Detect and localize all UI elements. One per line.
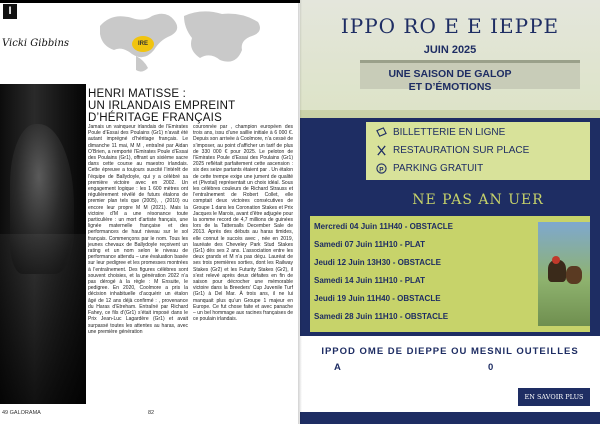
- section-title: NE PAS AN UER: [412, 192, 544, 208]
- hero-subtitle: [300, 68, 600, 94]
- race-item: Jeudi 19 Juin 11H40 - OBSTACLE: [314, 294, 441, 303]
- race-item: Samedi 28 Juin 11H10 - OBSTACLE: [314, 312, 449, 321]
- bottom-stripe: [300, 412, 600, 424]
- info-row-parking: [376, 163, 483, 174]
- svg-text:P: P: [379, 166, 384, 174]
- headline-line-3: D’HÉRITAGE FRANÇAIS: [88, 112, 222, 124]
- info-row-restaurant: [376, 145, 529, 156]
- race-item: Mercredi 04 Juin 11H40 - OBSTACLE: [314, 222, 454, 231]
- hero-title: IPPO RO E E IEPPE: [340, 14, 560, 38]
- ire-badge: IRE: [132, 36, 154, 52]
- article-headline: [88, 88, 288, 124]
- race-item: Samedi 07 Juin 11H10 - PLAT: [314, 240, 426, 249]
- info-label-ticketing: BILLETTERIE EN LIGNE: [393, 127, 506, 138]
- info-box: [366, 122, 590, 180]
- venue-fragment-0: 0: [488, 362, 494, 373]
- author-name: Vicki Gibbins: [2, 38, 70, 49]
- cutlery-icon: [376, 145, 387, 156]
- hero-panel: [300, 0, 600, 118]
- spine-gutter: [298, 0, 302, 424]
- right-page-advert: [300, 0, 600, 424]
- photo-shade: [0, 234, 86, 404]
- parking-icon: [376, 163, 387, 174]
- venue-fragment-a: A: [334, 362, 341, 373]
- headline-line-2: UN IRLANDAIS EMPREINT: [88, 100, 236, 112]
- race-schedule: [310, 216, 590, 332]
- magazine-logo: I: [3, 4, 17, 19]
- hero-subtitle-line-1: UNE SAISON DE GALOP: [388, 68, 512, 80]
- page-footer: 49 GALORAMA: [2, 410, 41, 416]
- world-map-icon: [92, 6, 268, 76]
- top-bar: [0, 0, 300, 3]
- venue-name: IPPOD OME DE DIEPPE OU MESNIL OUTEILLES: [321, 346, 579, 357]
- info-row-ticketing: [376, 127, 505, 138]
- hero-date: JUIN 2025: [423, 44, 477, 56]
- learn-more-button[interactable]: EN SAVOIR PLUS: [518, 388, 590, 406]
- headline-line-1: HENRI MATISSE :: [88, 88, 186, 100]
- ticket-icon: [376, 127, 387, 138]
- race-item: Samedi 14 Juin 11H10 - PLAT: [314, 276, 426, 285]
- race-item: Jeudi 12 Juin 13H30 - OBSTACLE: [314, 258, 441, 267]
- jockey-silk-shape: [552, 256, 560, 264]
- steeplechase-photo: [538, 222, 590, 326]
- hero-subtitle-line-2: ET D’ÉMOTIONS: [408, 81, 492, 93]
- horse-rider-shape-2: [566, 266, 582, 284]
- horse-photo: [0, 84, 86, 404]
- article-column-1: Jamais un vainqueur irlandais de l’Emirates Poule d’Essai des Poulains (Gr1) n’avait été autant imprégné d’héritage français. Le dimanche 11 mai, M M , entraîné par Aidan O’Brien, a remporté l’Emirates Poule d’Essai des Poulains (Gr1), offrant un sixième sacre dans cette course au maestro irlandais. Cette épreuve a toujours suscité l’intérêt de l’équipe de Ballydoyle, qui y a célébré sa première victoire avec en 2002. Un engagement logique : les 1 600 mètres ont régulièrement révélé de futurs étalons de premier plan tels que (2005), , (2010) ou encore leur propre M M (2021). Mais la victoire d’M a une résonance toute particulière : un mort d’artiste français, une lignée maternelle française et des performances de haut niveau sur le sol français. Commençons par le nom. Tous les jeunes chevaux de Ballydoyle reçoivent un rating et un nom selon le niveau de performance attendu – une évaluation basée sur leur pedigree et les promesses montrées à l’entraînement. Des figures célèbres sont souvent choisies, et la génération 2022 n’a pas dérogé à la règle : M Ensuite, le pedigree. En 2020, Coolmore a pris la décision inhabituelle d’acquérir un étalon âgé de 12 ans déjà confirmé : , provenance du Haras d’Etreham. Entraîné par Richard Fahey, ce fils d’(Gr1) s’était imposé dans le Prix Jean-Luc Lagardère (Gr1) et avait surpassé toutes les attentes au haras, avec une première génération: [88, 124, 188, 335]
- article-column-2: couronnée par , champion européen des trois ans, issu d’une saillie initiale à 6 000 €. Depuis son arrivée à Coolmore, n’a cessé de s’imposer, au point d’afficher un tarif de plus de 330 000 € pour 2025. Le peloton de l’Emirates Poule d’Essai des Poulains (Gr1) 2025 reflétait parfaitement cette ascension : six des seize partants étaient par . Un étalon de cette trempe exige une jument de qualité et (Pivotal) représentait un choix idéal. Sous les célèbres couleurs de Richard Strauss et l’entraînement de Robert Collet, elle comptait deux victoires consécutives de Groupe 1 dans les Coronation Stakes et Prix Jacques le Marois, avant d’être adjugée pour la somme record de 4,7 millions de guinées lors de la Tattersalls December Sale de 2013. Après des débuts au haras timides, elle connut le succès avec , née en 2019, lauréate des Cheveley Park Stud Stakes (Gr1) dès ses 2 ans. L’association entre les deux grands et M n’a pas déçu. Lauréat de ses trois premières sorties, dont les Railway Stakes (Gr2) et les Futurity Stakes (Gr2), il s’est relevé après deux défaites en fin de saison pour décrocher une mémorable victoire dans la Breeders’ Cup Juvenile Turf (Gr1) à Del Mar. À trois ans, il ne lui manquait plus qu’un Groupe 1 majeur en Europe. Ce fut chose faite et avec panache – un bel hommage aux racines françaises de ce poulain irlandais.: [193, 124, 293, 323]
- info-label-parking: PARKING GRATUIT: [393, 163, 484, 174]
- page-number: 82: [148, 410, 155, 416]
- info-label-restaurant: RESTAURATION SUR PLACE: [393, 145, 530, 156]
